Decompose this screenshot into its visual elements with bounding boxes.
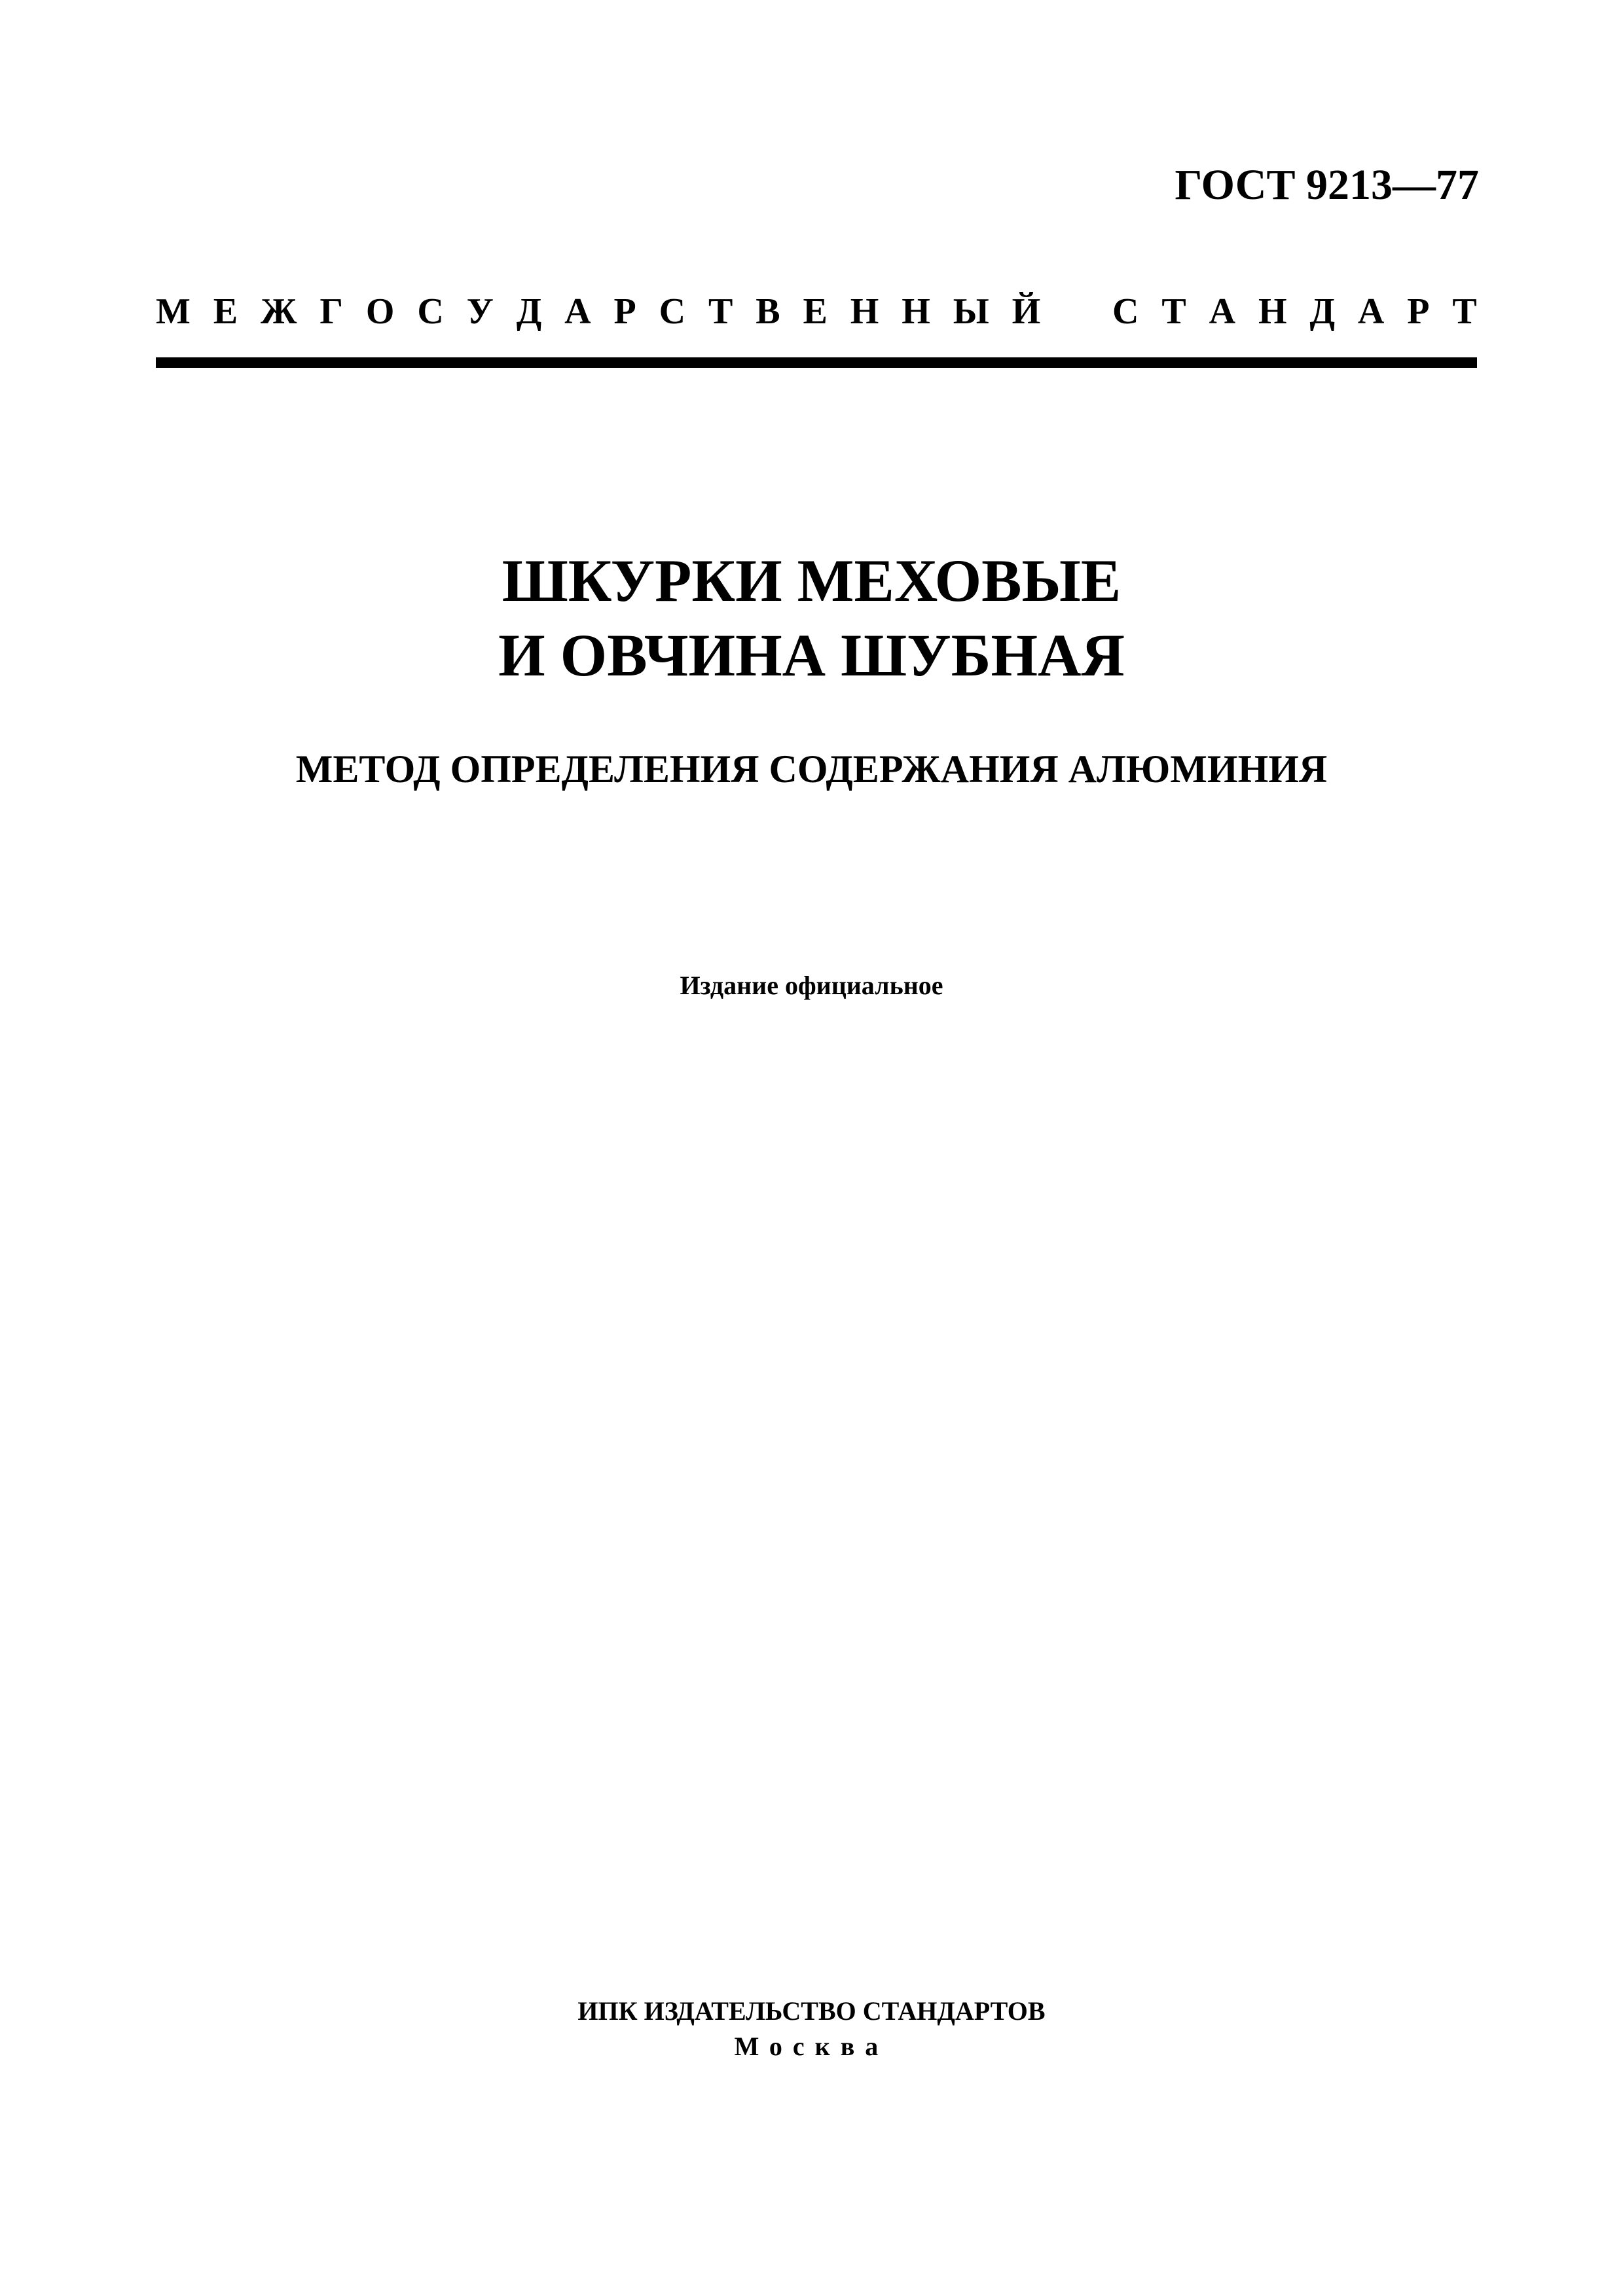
category-letter: Е [803, 291, 828, 332]
category-letter: Г [319, 291, 343, 332]
category-letter: Е [213, 291, 238, 332]
category-letter: Д [1309, 291, 1335, 332]
word-gap [1063, 293, 1089, 330]
category-letter: Н [1258, 291, 1287, 332]
category-letter: Р [1407, 291, 1430, 332]
title-line: ШКУРКИ МЕХОВЫЕ [501, 547, 1122, 614]
category-letter: Д [516, 291, 542, 332]
category-letter: А [1209, 291, 1236, 332]
document-number: ГОСТ 9213—77 [1175, 161, 1479, 209]
category-letter: Т [708, 291, 733, 332]
header-rule [156, 357, 1477, 368]
category-letter: А [564, 291, 591, 332]
category-letter: О [365, 291, 395, 332]
publisher-city: Москва [734, 2032, 889, 2061]
category-letter: Ы [953, 291, 989, 332]
category-letter: Т [1452, 291, 1477, 332]
category-letter: Н [850, 291, 879, 332]
category-letter: М [156, 291, 191, 332]
category-letter: В [756, 291, 780, 332]
title-line: И ОВЧИНА ШУБНАЯ [498, 622, 1125, 689]
publisher-name: ИПК ИЗДАТЕЛЬСТВО СТАНДАРТОВ [577, 1996, 1046, 2026]
category-letter: С [417, 291, 444, 332]
standard-category [156, 293, 1477, 330]
category-letter: Т [1161, 291, 1186, 332]
category-letter: У [466, 291, 494, 332]
edition-note: Издание официальное [680, 971, 943, 1000]
category-letter: С [659, 291, 686, 332]
category-letter: С [1112, 291, 1139, 332]
category-letter: А [1357, 291, 1385, 332]
category-letter: Н [902, 291, 930, 332]
document-title [0, 543, 1623, 692]
category-letter: Ж [261, 291, 297, 332]
category-letter: Й [1012, 291, 1041, 332]
document-subtitle: МЕТОД ОПРЕДЕЛЕНИЯ СОДЕРЖАНИЯ АЛЮМИНИЯ [295, 747, 1328, 791]
category-letter: Р [613, 291, 636, 332]
